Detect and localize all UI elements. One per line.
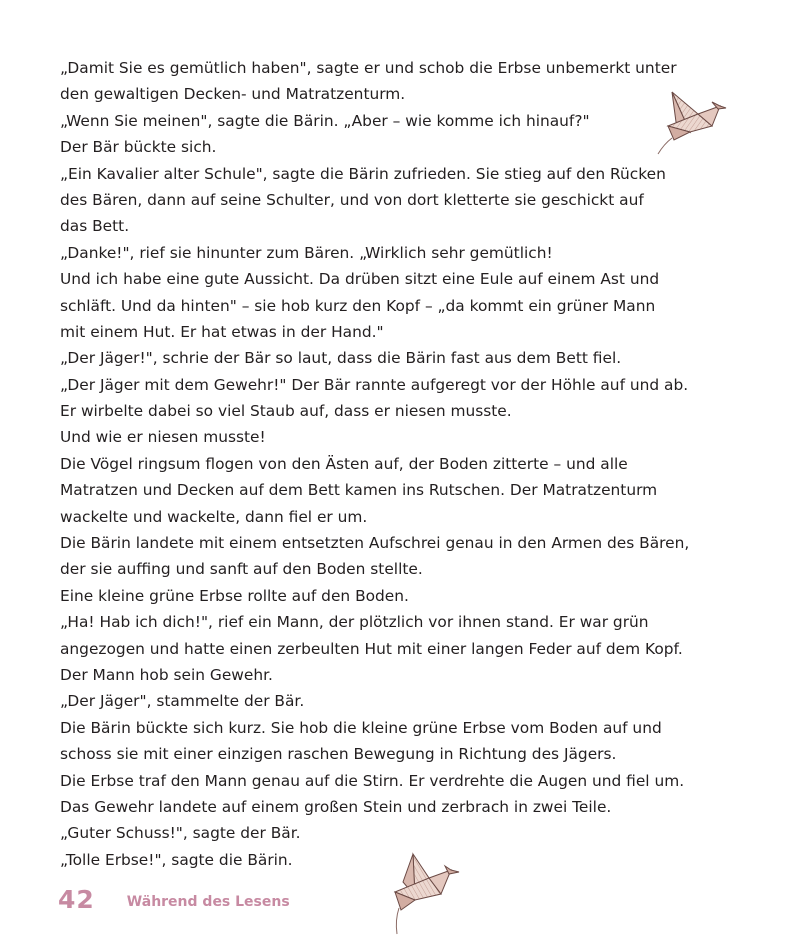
text-line: „Ein Kavalier alter Schule", sagte die Bärin zufrieden. Sie stieg auf den Rücken <box>60 164 666 183</box>
page-footer <box>58 882 290 918</box>
text-line: „Guter Schuss!", sagte der Bär. <box>60 824 301 843</box>
text-line: Er wirbelte dabei so viel Staub auf, dass er niesen musste. <box>60 402 512 421</box>
text-line: des Bären, dann auf seine Schulter, und von dort kletterte sie geschickt auf <box>60 190 644 209</box>
text-line: „Wenn Sie meinen", sagte die Bärin. „Aber – wie komme ich hinauf?" <box>60 111 590 130</box>
text-line: das Bett. <box>60 217 130 236</box>
text-line: Und wie er niesen musste! <box>60 428 266 447</box>
text-line: schoss sie mit einer einzigen raschen Bewegung in Richtung des Jägers. <box>60 745 617 764</box>
text-line: „Der Jäger!", schrie der Bär so laut, dass die Bärin fast aus dem Bett fiel. <box>60 349 622 368</box>
text-line: den gewaltigen Decken- und Matratzenturm. <box>60 85 406 104</box>
text-line: „Ha! Hab ich dich!", rief ein Mann, der plötzlich vor ihnen stand. Er war grün <box>60 613 649 632</box>
origami-crane-icon <box>650 82 732 158</box>
text-line: „Der Jäger", stammelte der Bär. <box>60 692 305 711</box>
text-line: Matratzen und Decken auf dem Bett kamen ins Rutschen. Der Matratzenturm <box>60 481 658 500</box>
text-line: wackelte und wackelte, dann fiel er um. <box>60 507 368 526</box>
text-line: Die Vögel ringsum flogen von den Ästen auf, der Boden zitterte – und alle <box>60 454 628 473</box>
page-number: 42 <box>58 885 95 914</box>
text-line: „Tolle Erbse!", sagte die Bärin. <box>60 850 293 869</box>
text-line: „Der Jäger mit dem Gewehr!" Der Bär rannte aufgeregt vor der Höhle auf und ab. <box>60 375 689 394</box>
text-line: „Danke!", rief sie hinunter zum Bären. „Wirklich sehr gemütlich! <box>60 243 553 262</box>
section-title: Während des Lesens <box>126 894 290 910</box>
origami-crane-icon <box>385 848 467 940</box>
text-line: Und ich habe eine gute Aussicht. Da drüben sitzt eine Eule auf einem Ast und <box>60 270 660 289</box>
text-line: Die Bärin bückte sich kurz. Sie hob die kleine grüne Erbse vom Boden auf und <box>60 718 662 737</box>
text-line: angezogen und hatte einen zerbeulten Hut mit einer langen Feder auf dem Kopf. <box>60 639 683 658</box>
text-line: Eine kleine grüne Erbse rollte auf den Boden. <box>60 586 409 605</box>
text-line: Das Gewehr landete auf einem großen Stein und zerbrach in zwei Teile. <box>60 797 612 816</box>
text-line: Der Bär bückte sich. <box>60 138 217 157</box>
text-line: Die Erbse traf den Mann genau auf die Stirn. Er verdrehte die Augen und fiel um. <box>60 771 685 790</box>
text-line: schläft. Und da hinten" – sie hob kurz den Kopf – „da kommt ein grüner Mann <box>60 296 656 315</box>
text-line: Der Mann hob sein Gewehr. <box>60 665 273 684</box>
text-line: Die Bärin landete mit einem entsetzten Aufschrei genau in den Armen des Bären, <box>60 534 690 553</box>
text-line: der sie auffing und sanft auf den Boden stellte. <box>60 560 423 579</box>
text-line: „Damit Sie es gemütlich haben", sagte er und schob die Erbse unbemerkt unter <box>60 59 677 77</box>
story-text <box>60 55 700 873</box>
text-line: mit einem Hut. Er hat etwas in der Hand." <box>60 322 384 341</box>
